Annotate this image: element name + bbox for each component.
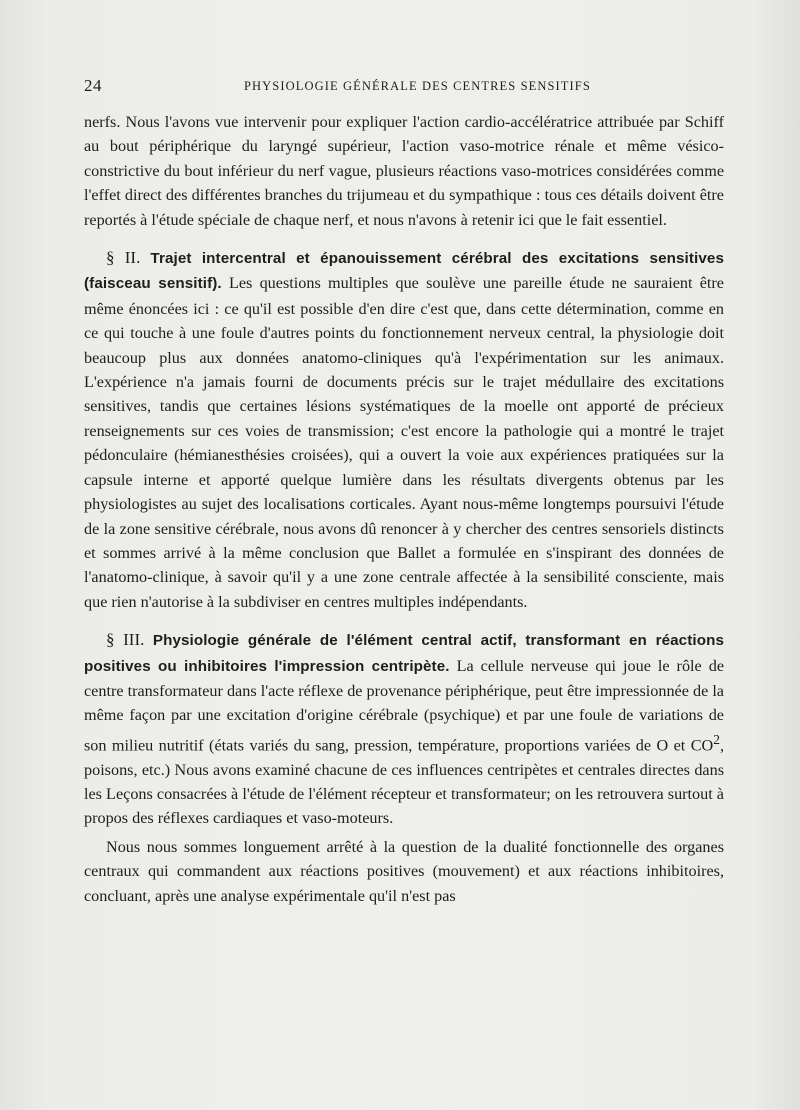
section-iii-heading: Physiologie générale de l'élément central actif, transformant en réactions positives ou inhibitoires l'impression centripète. xyxy=(84,632,725,675)
page-number: 24 xyxy=(84,76,102,95)
section-ii-text: Les questions multiples que soulève une pareille étude ne sauraient être même énoncées ici : ce qu'il est possible d'en dire c'est que, dans cette détermination, comme en ce qui touche à une foule d'autres points du fonctionnement nerveux central, la physiologie doit beaucoup plus aux données anatomo-cliniques qu'à l'expérimentation sur les animaux. L'expérience n'a jamais fourni de documents précis sur le trajet médullaire des excitations sensitives, tandis que certaines lésions systématiques de la moelle ont apporté de précieux renseignements sur ces voies de transmission; c'est encore la pathologie qui a montré le trajet pédonculaire (hémianesthésies croisées), qui a ouvert la voie aux expériences pratiquées sur la capsule interne et apporté quelque lumière dans les résultats divergents obtenus par les physiologistes au sujet des localisations corticales. Ayant nous-même longtemps poursuivi l'étude de la zone sensitive cérébrale, nous avons dû renoncer à y chercher des centres sensoriels distincts et sommes arrivé à la même conclusion que Ballet a formulée en s'inspirant des données de l'anatomo-clinique, à savoir qu'il y a une zone centrale affectée à la sensibilité consciente, mais que rien n'autorise à la subdiviser en centres multiples indépendants. xyxy=(84,274,724,611)
superscript-two: 2 xyxy=(713,731,720,747)
section-iii-text-cont: , poisons, etc.) Nous avons examiné chacune de ces influences centripètes et centrales directes dans les Leçons consacrées à l'étude de l'élément récepteur et transformateur; on les retrouvera surtout à propos des réflexes cardiaques et vaso-moteurs. xyxy=(84,736,724,828)
section-ii-mark: § II. xyxy=(106,248,141,268)
body-text xyxy=(84,110,724,908)
paragraph-continuation: nerfs. Nous l'avons vue intervenir pour expliquer l'action cardio-accélératrice attribuée par Schiff au bout périphérique du laryngé supérieur, l'action vaso-motrice rénale et même vésico-constrictive du bout inférieur du nerf vague, plusieurs réactions vaso-motrices considérées comme l'effet direct des différentes branches du trijumeau et du sympathique : tous ces détails doivent être reportés à l'étude spéciale de chaque nerf, et nous n'avons à retenir ici que le fait essentiel. xyxy=(84,113,724,229)
running-head: PHYSIOLOGIE GÉNÉRALE DES CENTRES SENSITIFS xyxy=(244,79,591,93)
section-iii-mark: § III. xyxy=(106,630,145,650)
section-iii xyxy=(84,628,724,831)
section-ii xyxy=(84,246,724,614)
section-iii-text: La cellule nerveuse qui joue le rôle de centre transformateur dans l'acte réflexe de provenance périphérique, peut être impressionnée de la même façon par une excitation d'origine cérébrale (psychique) et par une foule de variations de son milieu nutritif (états variés du sang, pression, température, proportions variées de O et CO xyxy=(84,656,725,755)
page-header xyxy=(84,76,724,100)
paragraph-duality: Nous nous sommes longuement arrêté à la question de la dualité fonctionnelle des organes centraux qui commandent aux réactions positives (mouvement) et aux réactions inhibitoires, concluant, après une analyse expérimentale qu'il n'est pas xyxy=(84,837,724,905)
section-ii-heading: Trajet intercentral et épanouissement cérébral des excitations sensitives (faisceau sensitif). xyxy=(84,250,724,293)
